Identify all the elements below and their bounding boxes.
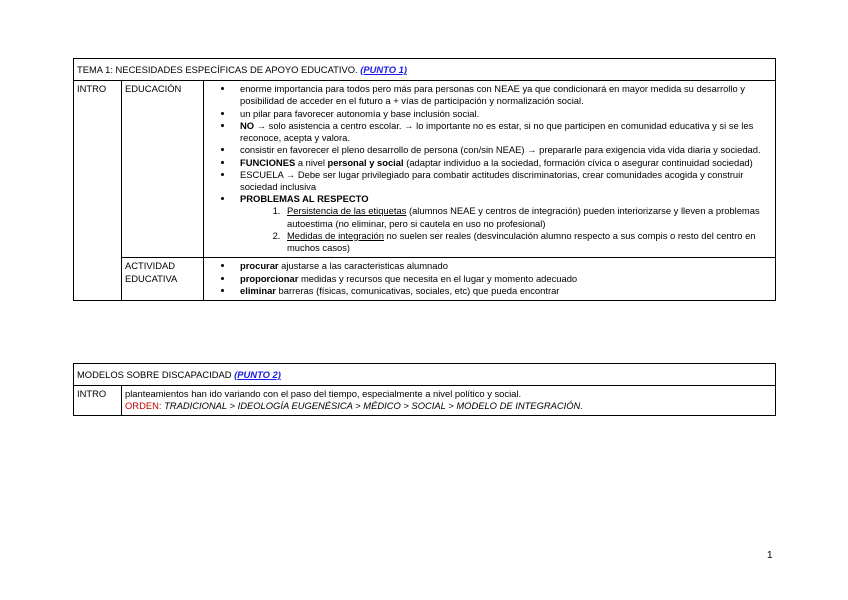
- list-item-text: ESCUELA → Debe ser lugar privilegiado para combatir actitudes discriminatorias, crear comunidades acogida y construir sociedad inclusiva: [240, 168, 744, 192]
- list-item-bold: PROBLEMAS AL RESPECTO: [240, 193, 369, 205]
- educacion-list: [207, 83, 772, 254]
- list-item: [234, 83, 772, 107]
- list-item: [283, 230, 772, 254]
- list-item-underlined: Persistencia de las etiquetas: [287, 205, 407, 217]
- list-item-text: (adaptar individuo a la sociedad, formación cívica o asegurar continuidad sociedad): [403, 156, 753, 168]
- table-2-title: MODELOS SOBRE DISCAPACIDAD: [77, 369, 232, 380]
- punto-1-link[interactable]: (PUNTO 1): [360, 64, 407, 75]
- list-item-bold: procurar: [240, 260, 279, 272]
- table-2-intro-label: [74, 386, 122, 415]
- intro-label: INTRO: [77, 83, 107, 95]
- list-item-text: un pilar para favorecer autonomía y base inclusión social.: [240, 107, 480, 119]
- table-1-title: TEMA 1: NECESIDADES ESPECÍFICAS DE APOYO EDUCATIVO.: [77, 64, 358, 75]
- educacion-content: [204, 81, 776, 258]
- list-item: [234, 120, 772, 144]
- actividad-list: [207, 260, 772, 297]
- table-1-title-cell: [74, 59, 776, 81]
- list-item: [234, 169, 772, 193]
- intro-label: INTRO: [77, 388, 107, 400]
- educacion-label: EDUCACIÓN: [125, 83, 182, 95]
- list-item-text: a nivel: [295, 156, 328, 168]
- orden-text: TRADICIONAL > IDEOLOGÍA EUGENÉSICA > MÉDICO > SOCIAL > MODELO DE INTEGRACIÓN.: [161, 400, 583, 412]
- list-item: [234, 260, 772, 272]
- list-item-text: enorme importancia para todos pero más para personas con NEAE ya que condicionará en mayor medida su desarrollo y posibilidad de acceder en el futuro a + vías de participación y normalización social.: [240, 83, 745, 107]
- list-item-bold: FUNCIONES: [240, 156, 296, 168]
- table-2-content: [122, 386, 776, 415]
- list-item-bold: NO: [240, 119, 255, 131]
- list-item: [234, 144, 772, 156]
- table-2-title-cell: [74, 364, 776, 386]
- list-item: [234, 157, 772, 169]
- modelos-line: planteamientos han ido variando con el paso del tiempo, especialmente a nivel político y social.: [125, 388, 522, 400]
- orden-label: ORDEN:: [125, 400, 162, 412]
- list-item: [234, 193, 772, 254]
- educacion-label-cell: [122, 81, 204, 258]
- table-tema-1: [73, 58, 776, 301]
- list-item-text: ajustarse a las caracteristicas alumnado: [278, 260, 448, 272]
- list-item-text: medidas y recursos que necesita en el lugar y momento adecuado: [298, 272, 578, 284]
- list-item-underlined: Medidas de integración: [287, 229, 384, 241]
- list-item-text: no suelen ser reales (desvinculación alumno respecto a sus compis o resto del centro en muchos casos): [287, 229, 756, 254]
- punto-2-link[interactable]: (PUNTO 2): [234, 369, 281, 380]
- list-item: [234, 108, 772, 120]
- problemas-list: [240, 205, 772, 254]
- list-item-bold: proporcionar: [240, 272, 299, 284]
- list-item-text: barreras (físicas, comunicativas, sociales, etc) que pueda encontrar: [275, 284, 560, 296]
- orden-line: [125, 400, 772, 412]
- table-1-intro-label: [74, 81, 122, 301]
- page-number: 1: [767, 550, 773, 561]
- list-item: [234, 273, 772, 285]
- list-item-bold: eliminar: [240, 284, 276, 296]
- list-item-text: consistir en favorecer el pleno desarrollo de persona (con/sin NEAE) → prepararle para exigencia vida vida diaria y sociedad.: [240, 144, 761, 156]
- list-item-text: → solo asistencia a centro escolar. → lo importante no es estar, si no que participen en comunidad educativa y si se les reconoce, acepta y valora.: [240, 119, 754, 144]
- actividad-label: ACTIVIDAD EDUCATIVA: [125, 260, 178, 284]
- list-item-bold: personal y social: [327, 156, 404, 168]
- list-item: [283, 205, 772, 229]
- list-item: [234, 285, 772, 297]
- list-item-text: (alumnos NEAE y centros de integración) pueden interiorizarse y lleven a problemas autoestima (no eliminar, pero si cautela en uso no profesional): [287, 205, 760, 229]
- actividad-content: [204, 258, 776, 301]
- actividad-label-cell: [122, 258, 204, 301]
- table-modelos: [73, 363, 776, 416]
